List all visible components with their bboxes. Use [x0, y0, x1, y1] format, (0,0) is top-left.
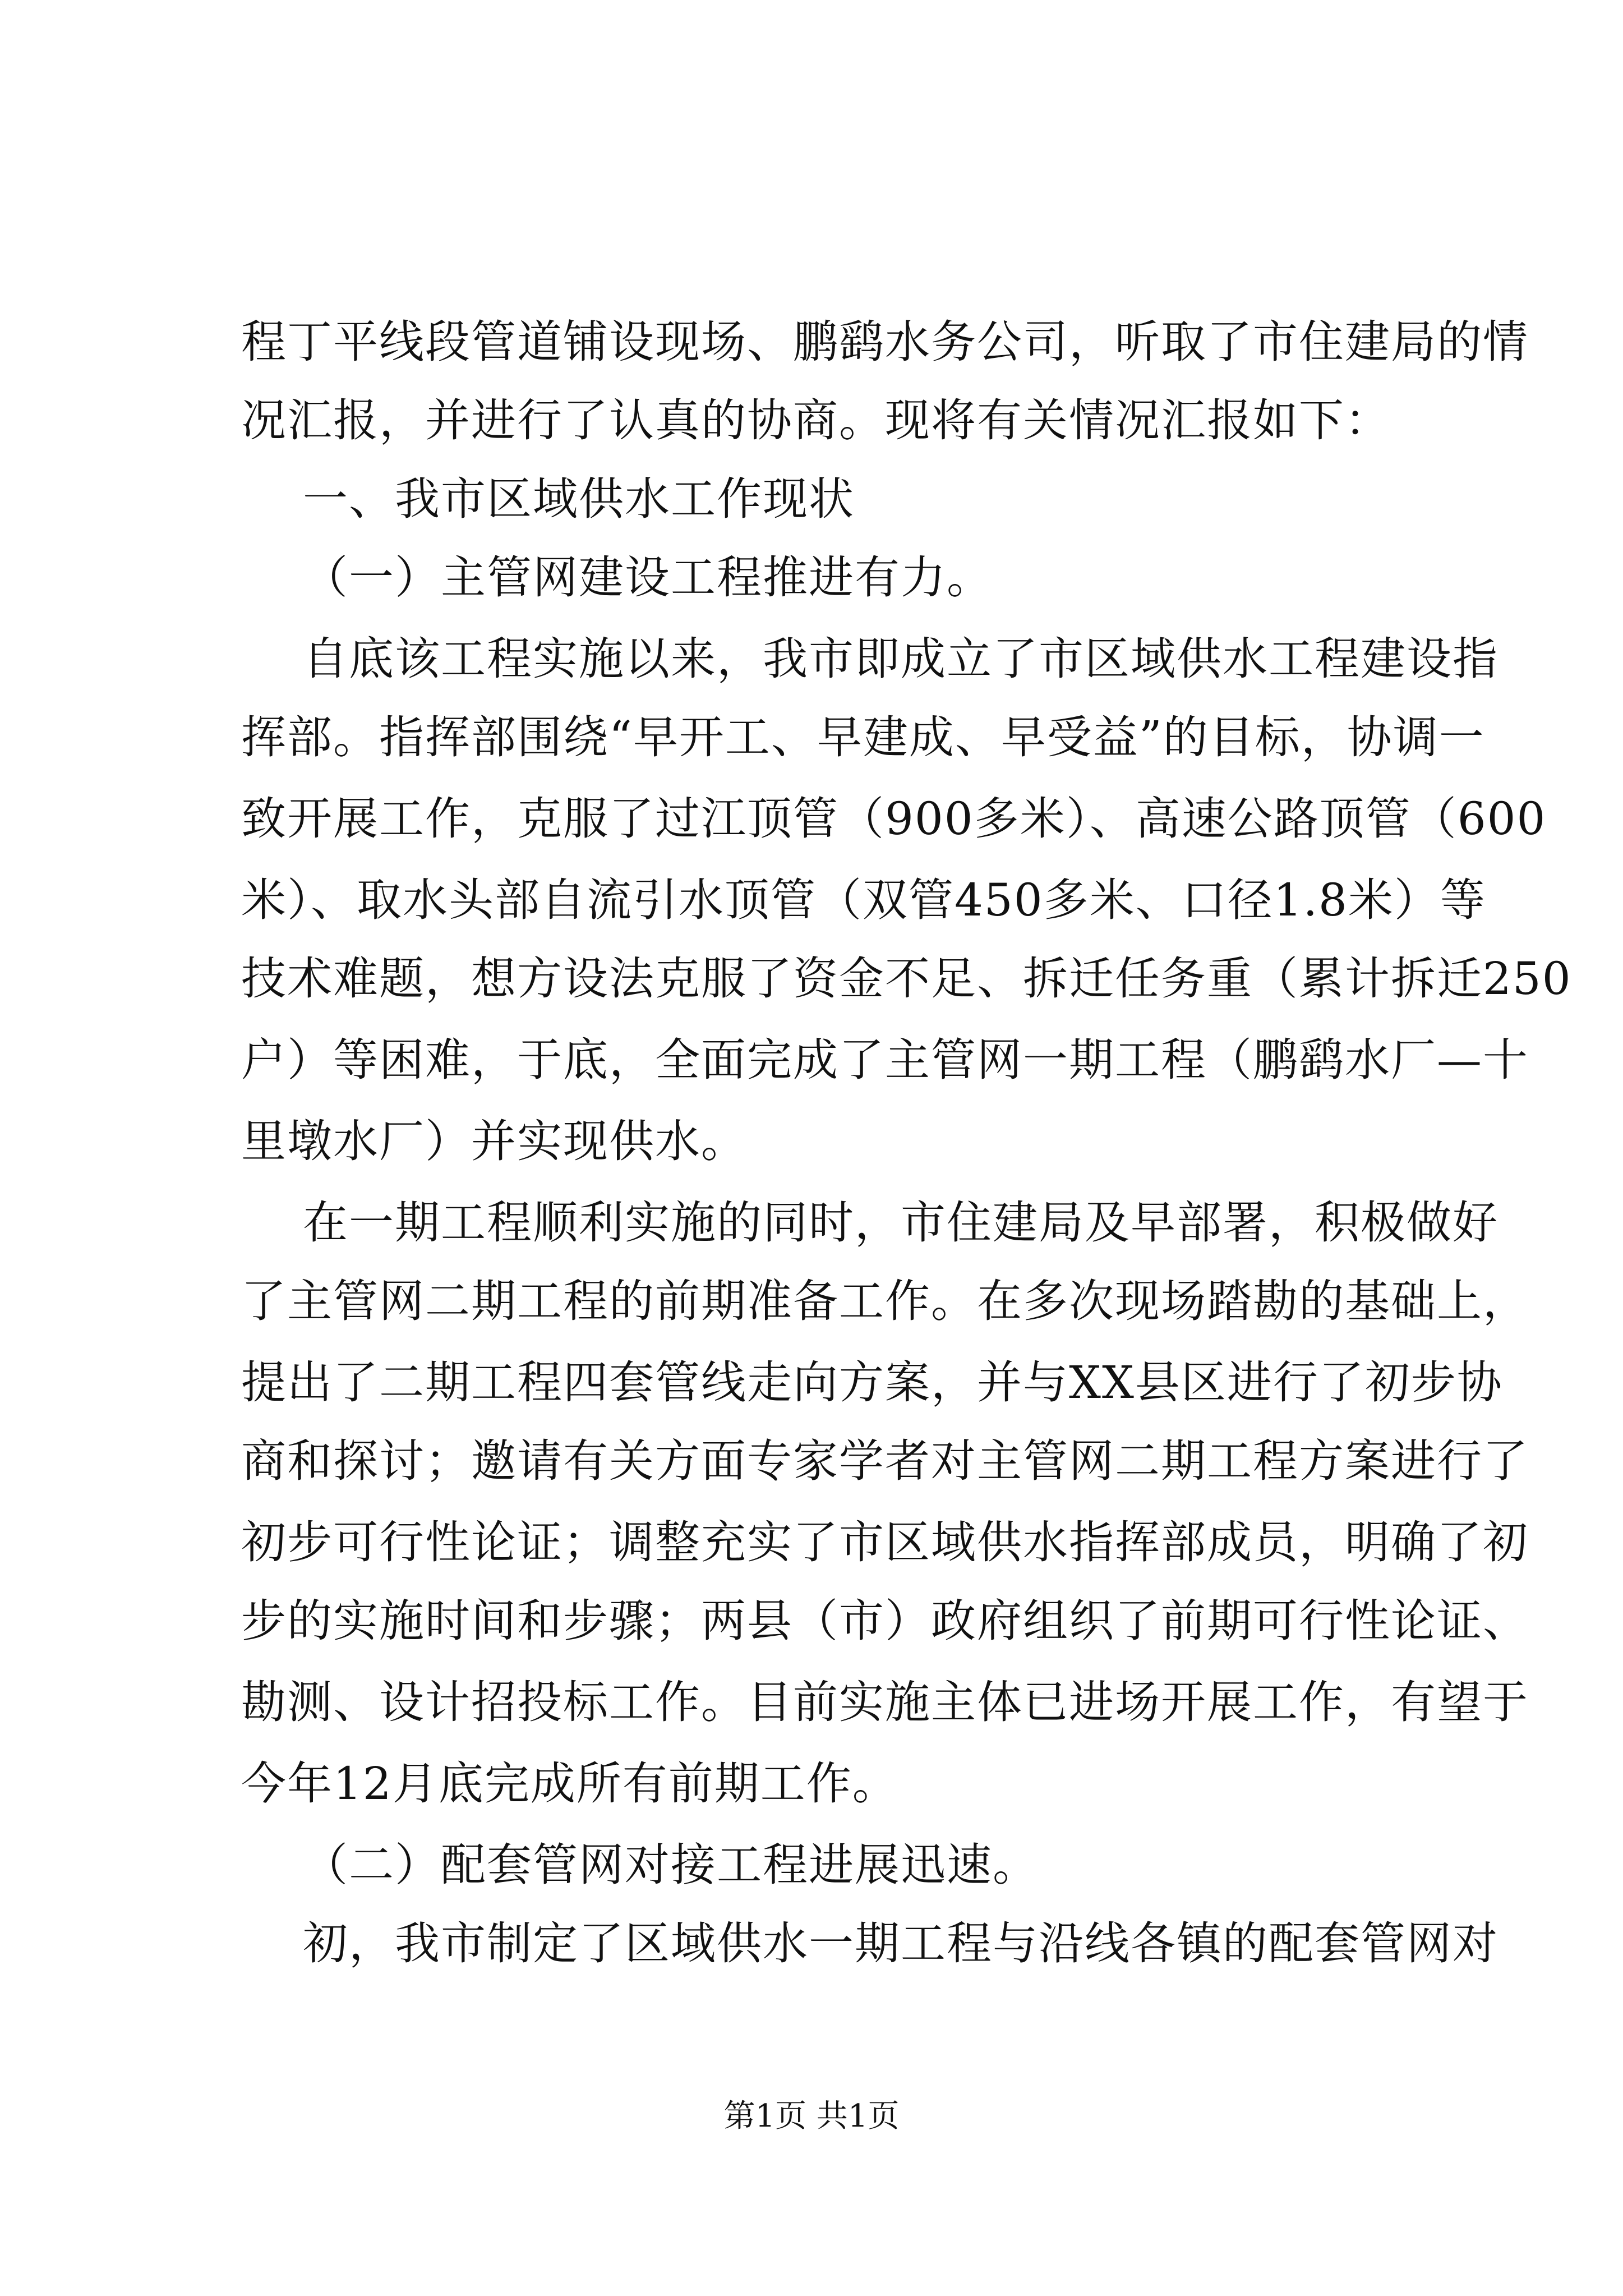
paragraph-line: 户）等困难，于底，全面完成了主管网一期工程（鹏鹞水厂—十	[241, 1034, 1529, 1086]
paragraph-line: 勘测、设计招投标工作。目前实施主体已进场开展工作，有望于	[241, 1676, 1529, 1728]
paragraph-line: 初步可行性论证；调整充实了市区域供水指挥部成员，明确了初	[241, 1516, 1529, 1568]
subsection-heading: （一）主管网建设工程推进有力。	[303, 551, 993, 604]
paragraph-line: 技术难题，想方设法克服了资金不足、拆迁任务重（累计拆迁250	[241, 953, 1572, 1005]
paragraph-line: 了主管网二期工程的前期准备工作。在多次现场踏勘的基础上，	[241, 1275, 1529, 1327]
paragraph-line: 米）、取水头部自流引水顶管（双管450多米、口径1.8米）等	[241, 874, 1486, 926]
section-heading: 一、我市区域供水工作现状	[303, 473, 855, 525]
paragraph-line: 步的实施时间和步骤；两县（市）政府组织了前期可行性论证、	[241, 1595, 1529, 1647]
paragraph-line: 今年12月底完成所有前期工作。	[241, 1757, 898, 1810]
paragraph-line: 在一期工程顺利实施的同时，市住建局及早部署，积极做好	[303, 1197, 1498, 1249]
paragraph-line: 里墩水厂）并实现供水。	[241, 1115, 747, 1167]
paragraph-line: 商和探讨；邀请有关方面专家学者对主管网二期工程方案进行了	[241, 1435, 1529, 1487]
page-footer: 第1页 共1页	[723, 2098, 900, 2134]
paragraph-line: 自底该工程实施以来，我市即成立了市区域供水工程建设指	[303, 633, 1498, 685]
paragraph-line: 况汇报，并进行了认真的协商。现将有关情况汇报如下：	[241, 394, 1391, 447]
paragraph-line: 程丁平线段管道铺设现场、鹏鹞水务公司，听取了市住建局的情	[241, 316, 1529, 368]
paragraph-line: 致开展工作，克服了过江顶管（900多米）、高速公路顶管（600	[241, 793, 1547, 845]
paragraph-line: 提出了二期工程四套管线走向方案，并与XX县区进行了初步协	[241, 1356, 1503, 1409]
paragraph-line: 挥部。指挥部围绕“早开工、早建成、早受益”的目标，协调一	[241, 711, 1485, 763]
subsection-heading: （二）配套管网对接工程进展迅速。	[303, 1839, 1039, 1891]
paragraph-line: 初，我市制定了区域供水一期工程与沿线各镇的配套管网对	[303, 1917, 1498, 1970]
